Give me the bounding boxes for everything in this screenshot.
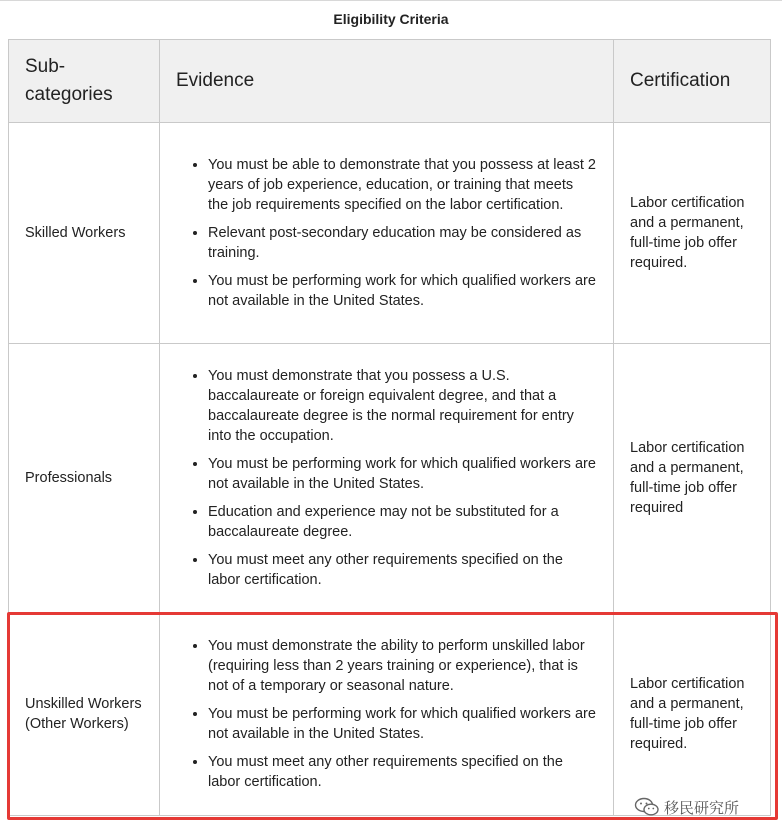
subcategory-cell: Skilled Workers <box>9 123 160 344</box>
table-row <box>9 613 771 816</box>
certification-cell: Labor certification and a permanent, full-time job offer required <box>614 344 771 613</box>
evidence-item: • You must demonstrate that you possess a U.S. baccalaureate or foreign equivalent degree, and that a baccalaureate degree is the normal requirement for entry into the occupation. <box>208 366 597 446</box>
evidence-cell <box>160 613 614 816</box>
evidence-item: • You must be performing work for which qualified workers are not available in the United States. <box>208 704 597 744</box>
certification-cell: Labor certification and a permanent, full-time job offer required. <box>614 123 771 344</box>
evidence-item: • You must demonstrate the ability to perform unskilled labor (requiring less than 2 years training or experience), that is not of a temporary or seasonal nature. <box>208 636 597 696</box>
evidence-item: • Education and experience may not be substituted for a baccalaureate degree. <box>208 502 597 542</box>
evidence-item: • You must meet any other requirements specified on the labor certification. <box>208 550 597 590</box>
evidence-cell <box>160 123 614 344</box>
header-evidence: Evidence <box>160 40 614 123</box>
header-certification: Certification <box>614 40 771 123</box>
table-header-row <box>9 40 771 123</box>
evidence-list <box>160 155 613 311</box>
subcategory-cell: Professionals <box>9 344 160 613</box>
evidence-item: • Relevant post-secondary education may be considered as training. <box>208 223 597 263</box>
table-caption: Eligibility Criteria <box>333 11 449 27</box>
watermark <box>634 795 739 819</box>
table-row <box>9 123 771 344</box>
evidence-item: • You must meet any other requirements specified on the labor certification. <box>208 752 597 792</box>
evidence-list <box>160 366 613 590</box>
wechat-icon <box>634 797 660 817</box>
top-divider <box>0 0 782 1</box>
header-subcategories: Sub-categories <box>9 40 160 123</box>
subcategory-cell: Unskilled Workers (Other Workers) <box>9 613 160 816</box>
evidence-cell <box>160 344 614 613</box>
watermark-text: 移民研究所 <box>664 799 740 817</box>
evidence-item: • You must be performing work for which qualified workers are not available in the United States. <box>208 454 597 494</box>
evidence-item: • You must be able to demonstrate that you possess at least 2 years of job experience, education, or training that meets the job requirements specified on the labor certification. <box>208 155 597 215</box>
table-row <box>9 344 771 613</box>
eligibility-table <box>8 39 771 816</box>
evidence-list <box>160 636 613 792</box>
evidence-item: • You must be performing work for which qualified workers are not available in the United States. <box>208 271 597 311</box>
certification-cell: Labor certification and a permanent, full-time job offer required. <box>614 613 771 816</box>
